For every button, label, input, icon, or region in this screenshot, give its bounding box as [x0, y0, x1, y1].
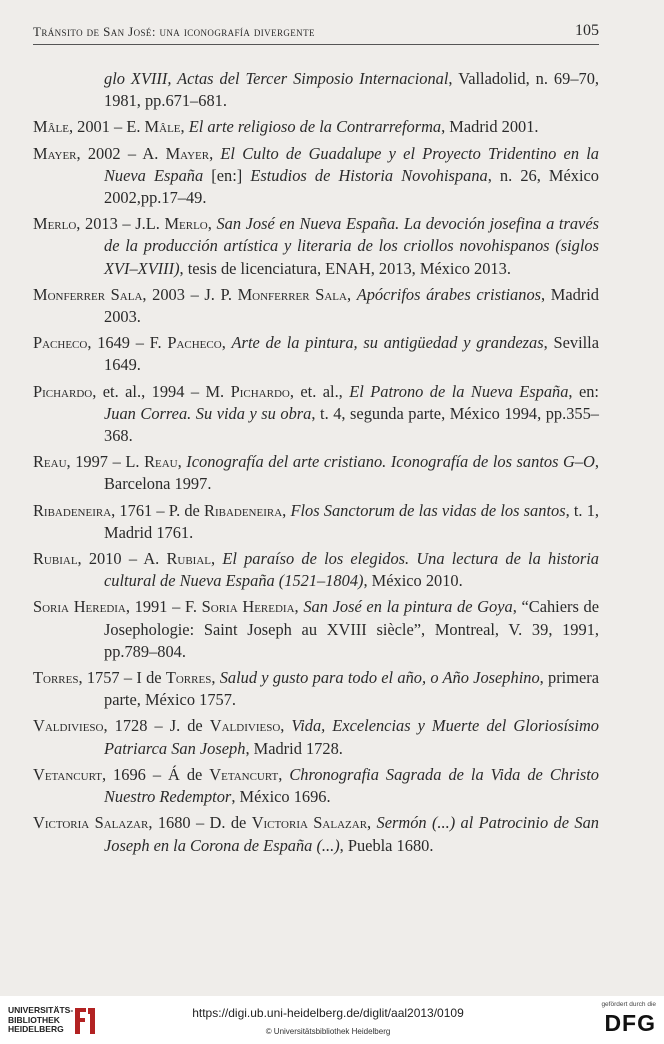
bibliography-entry: Victoria Salazar, 1680 – D. de Victoria Salazar, Sermón (...) al Patrocinio de San Joseph en la Corona de España (...), Puebla 1680.: [33, 813, 599, 855]
bibliography-entry: Monferrer Sala, 2003 – J. P. Monferrer Sala, Apócrifos árabes cristianos, Madrid 2003.: [33, 284, 600, 327]
bibliography-entry: Vetancurt, 1696 – Á de Vetancurt, Chronografia Sagrada de la Vida de Christo Nuestro Redemptor, México 1696.: [33, 764, 600, 807]
bibliography-entry: Pichardo, et. al., 1994 – M. Pichardo, et. al., El Patrono de la Nueva España, en: Juan Correa. Su vida y su obra, t. 4, segunda parte, México 1994, pp.355–368.: [33, 381, 600, 446]
bibliography-entry: Torres, 1757 – I de Torres, Salud y gusto para todo el año, o Año Josephino, primera parte, México 1757.: [33, 668, 599, 710]
dfg-logo-text: DFG: [604, 1010, 656, 1036]
bibliography-entry: Pacheco, 1649 – F. Pacheco, Arte de la pintura, su antigüedad y grandezas, Sevilla 1649.: [33, 333, 599, 375]
bibliography-entry: Merlo, 2013 – J.L. Merlo, San José en Nueva España. La devoción josefina a través de la producción artística y literaria de los criollos novohispanos (siglos XVI–XVIII), tesis de licenciatura, ENAH, 2013, México 2013.: [33, 214, 599, 278]
funder-caption: gefördert durch die: [601, 1001, 656, 1008]
copyright-text: © Universitätsbibliothek Heidelberg: [265, 1027, 391, 1036]
bibliography-list: [33, 68, 599, 861]
library-logo-icon: [72, 1006, 98, 1036]
bibliography-entry: Reau, 1997 – L. Reau, Iconografía del arte cristiano. Iconografía de los santos G–O, Barcelona 1997.: [33, 452, 600, 494]
bibliography-entry: Mâle, 2001 – E. Mâle, El arte religioso de la Contrarreforma, Madrid 2001.: [33, 117, 539, 137]
page-number: 105: [575, 22, 599, 39]
bibliography-entry: Valdivieso, 1728 – J. de Valdivieso, Vida, Excelencias y Muerte del Gloriosísimo Patriarca San Joseph, Madrid 1728.: [33, 716, 599, 758]
permalink-url[interactable]: https://digi.ub.uni-heidelberg.de/diglit/aal2013/0109: [192, 1006, 464, 1020]
university-library-logo[interactable]: [8, 1006, 108, 1038]
library-logo-text: UNIVERSITÄTS- BIBLIOTHEK HEIDELBERG: [8, 1005, 74, 1034]
bibliography-entry: Ribadeneira, 1761 – P. de Ribadeneira, Flos Sanctorum de las vidas de los santos, t. 1, Madrid 1761.: [33, 500, 599, 542]
page-header: [33, 22, 599, 45]
bibliography-entry-continued: glo XVIII, Actas del Tercer Simposio Internacional, Valladolid, n. 69–70, 1981, pp.671–681.: [104, 69, 599, 111]
bibliography-entry: Mayer, 2002 – A. Mayer, El Culto de Guadalupe y el Proyecto Tridentino en la Nueva España [en:] Estudios de Historia Novohispana, n. 26, México 2002,pp.17–49.: [33, 143, 600, 208]
digitization-footer: [0, 996, 664, 1044]
bibliography-entry: Soria Heredia, 1991 – F. Soria Heredia, San José en la pintura de Goya, “Cahiers de Josephologie: Saint Joseph au XVIII siècle”, Montreal, V. 39, 1991, pp.789–804.: [33, 597, 600, 661]
bibliography-entry: Rubial, 2010 – A. Rubial, El paraíso de los elegidos. Una lectura de la historia cultural de Nueva España (1521–1804), México 2010.: [33, 549, 600, 591]
dfg-funder-logo[interactable]: [588, 1001, 658, 1041]
running-title: Tránsito de San José: una iconografía divergente: [33, 24, 315, 39]
